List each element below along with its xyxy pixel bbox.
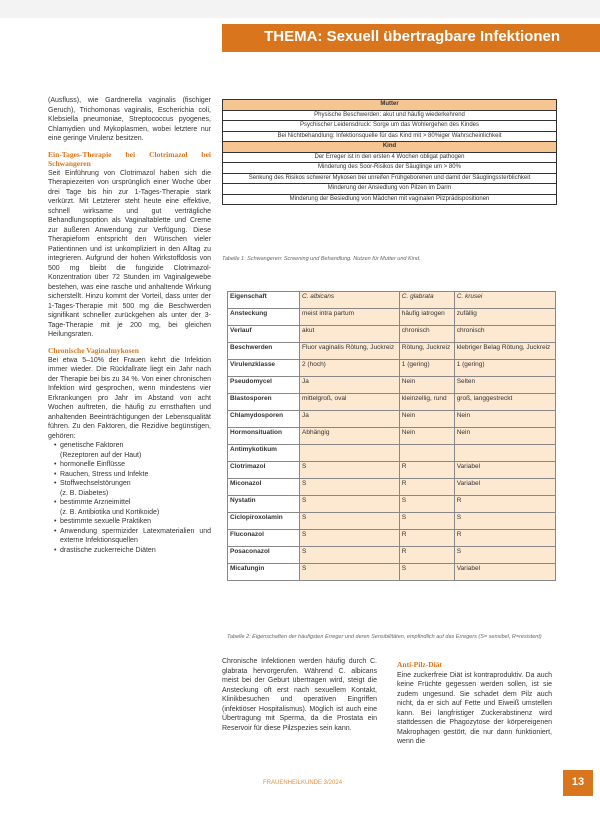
table1-cell: Minderung der Ansiedlung von Pilzen im Darm [223,184,557,195]
table2-cell: Fluconazol [228,530,300,547]
table2-cell: Variabel [454,462,555,479]
table2-cell: Nein [399,411,454,428]
table2-cell: Fluor vaginalis Rötung, Juckreiz [300,343,400,360]
table2-cell: Rötung, Juckreiz [399,343,454,360]
table2-cell: S [300,462,400,479]
section-heading-chronisch: Chronische Vaginalmykosen [48,345,139,355]
left-column [48,96,211,555]
table2-cell: R [399,462,454,479]
table2-cell: S [300,530,400,547]
risk-factor-text: Anwendung spermizider Latexmaterialien und externe Infektionsquellen [60,527,211,544]
table2-row [228,462,556,479]
risk-factor-note: (z. B. Antibiotika und Kortikoide) [60,508,160,516]
anti-pilz-heading: Anti-Pilz-Diät [397,660,442,669]
table2-cell [300,445,400,462]
table2-cell: Nein [454,411,555,428]
table2-cell: R [454,530,555,547]
table1-row [223,163,557,174]
table2-header-cell: C. glabrata [399,292,454,309]
table2-cell: Hormonsituation [228,428,300,445]
table1-row [223,100,557,111]
table2-cell: 1 (gering) [454,360,555,377]
risk-factor-text: bestimmte Arzneimittel [60,499,131,506]
table2-cell: Nein [399,377,454,394]
bottom-right-column [397,660,552,747]
left-para-3: Bei etwa 5–10% der Frauen kehrt die Infektion immer wieder. Die Rückfallrate liegt ein Jahr nach der Therapie bei bis zu 34 %. Von einer chronischen Infektion wird gesprochen, wenn mindestens vier Erkrankungen pro Jahr im Abstand von acht Wochen auftreten, die häufig zu ernsthaften und anhaltenden Beeinträchtigungen der Lebensqualität führen. Zu den Faktoren, die Rezidive begünstigen, gehören: [48,356,211,440]
table2-cell: S [399,496,454,513]
table2-row [228,547,556,564]
risk-factor-item [54,517,211,527]
table2-row [228,496,556,513]
table2-cell: groß, langgestreckt [454,394,555,411]
table2-cell: zufällig [454,309,555,326]
table2-cell: mittelgroß, oval [300,394,400,411]
table2-row [228,377,556,394]
risk-factor-text: bestimmte sexuelle Praktiken [60,518,152,525]
table2-cell: akut [300,326,400,343]
table1-row [223,152,557,163]
table2-cell: Verlauf [228,326,300,343]
table2-cell: häufig iatrogen [399,309,454,326]
table2-cell [399,445,454,462]
table2-cell: Ja [300,411,400,428]
table1-row [223,173,557,184]
risk-factor-item [54,527,211,546]
table2-cell: S [300,564,400,581]
top-strip [0,0,600,18]
table2-cell: Blastosporen [228,394,300,411]
risk-factor-item [54,441,211,460]
table2-cell: meist intra partum [300,309,400,326]
table1-cell: Bei Nichtbehandlung: Infektionsquelle für das Kind mit > 80%iger Wahrscheinlichkeit [223,131,557,142]
table2-cell: S [399,513,454,530]
section-heading-eintages: Ein-Tages-Therapie bei Clotrimazol bei Schwangeren [48,149,211,168]
table2-cell: S [300,513,400,530]
table2-row [228,479,556,496]
table2-cell: Variabel [454,564,555,581]
table2-header-cell: C. albicans [300,292,400,309]
table1-row [223,194,557,205]
left-para-2: Seit Einführung von Clotrimazol haben sich die Therapiezeiten von ursprünglich einer Woche über drei Tage bis hin zur 1-Tages-Therapie stark verkürzt. Mit Letzterer steht heute eine effektive, schnell wirksame und gut verträgliche Behandlungsoption als Vaginaltablette und Creme zur äußeren Anwendung zur Verfügung. Diese Therapieform entspricht den Wünschen vieler Patientinnen und ist unkompliziert in den Alltag zu integrieren. Aufgrund der hohen Wirkstoffdosis von 500 mg bleibt die fungizide Clotrimazol-Konzentration über 72 Stunden im Vaginalgewebe bestehen, was eine rasche und anhaltende Wirkung sicherstellt. Hinzu kommt der Vorteil, dass unter der 1-Tages-Therapie mit 500 mg die Beschwerden signifikant schneller zurückgehen als unter der 3-Tage-Therapie mit je 200 mg, bei gleichen Heilungsraten. [48,169,211,338]
table2-cell: Nein [454,428,555,445]
table2-row [228,309,556,326]
table2-row [228,360,556,377]
table2-caption: Tabelle 2: Eigenschaften der häufigsten Erreger und deren Sensibilitäten, empfindlich auf das Erregers (S= sensibel, R=resistent) [227,634,542,640]
table2-cell: S [399,564,454,581]
table2-cell: S [454,513,555,530]
table1-header-mutter: Mutter [223,100,557,111]
table2-cell: kleinzellig, rund [399,394,454,411]
left-para-1: (Ausfluss), wie Gardnerella vaginalis (fischiger Geruch), Trichomonas vaginalis, Escherichia coli, Klebsiella pneumoniae, Streptococcus pyogenes, Chlamydien und Mykoplasmen, wobei letztere nur eine geringe Virulenz besitzen. [48,97,211,142]
table2-cell: Chlamydosporen [228,411,300,428]
table1-cell: Physische Beschwerden: akut und häufig wiederkehrend [223,110,557,121]
table2-row [228,326,556,343]
table2-cell: R [399,479,454,496]
table1-cell: Der Erreger ist in den ersten 4 Wochen obligat pathogen [223,152,557,163]
risk-factor-text: hormonelle Einflüsse [60,461,125,468]
table1-cell: Psychischer Leidensdruck: Sorge um das Wohlergehen des Kindes [223,121,557,132]
table2-row [228,513,556,530]
table2-cell: R [454,496,555,513]
table2-row [228,428,556,445]
table2-cell: R [399,530,454,547]
risk-factor-text: Stoffwechselstörungen [60,480,131,487]
table2-cell: Variabel [454,479,555,496]
table2-cell: Ja [300,377,400,394]
anti-pilz-text: Eine zuckerfreie Diät ist kontraproduktiv. Da auch keine Früchte gegessen werden sollen, ist sie zudem ungesund. Sie schadet dem Pilz auch nicht, da er sich auf Fette und Eiweiß umstellen kann. Bei langfristiger Zuckerabstinenz wird stattdessen die Phagozytose der körpereigenen Makrophagen gestört, die nur dann funktioniert, wenn die [397,671,552,745]
table2-cell: chronisch [454,326,555,343]
table2-cell: Pseudomycel [228,377,300,394]
table2-row [228,394,556,411]
table2-cell: R [399,547,454,564]
table1-cell: Minderung der Besiedlung von Mädchen mit vaginalen Pilzprädispositionen [223,194,557,205]
table2-cell: Posaconazol [228,547,300,564]
table2-cell: Clotrimazol [228,462,300,479]
table1-cell: Senkung des Risikos schwerer Mykosen bei unreifen Frühgeborenen und damit der Säuglingssterblichkeit [223,173,557,184]
table-mutter-kind [222,99,557,205]
table2-cell: S [454,547,555,564]
risk-factor-list [48,441,211,555]
risk-factor-text: Rauchen, Stress und Infekte [60,470,149,478]
table1-cell: Minderung des Soor-Risikos der Säuglinge um > 80% [223,163,557,174]
table2-cell [454,445,555,462]
table2-header-cell: Eigenschaft [228,292,300,309]
table2-cell: Ansteckung [228,309,300,326]
table1-row [223,121,557,132]
table2-header-row [228,292,556,309]
table2-header-cell: C. krusei [454,292,555,309]
table2-cell: 1 (gering) [399,360,454,377]
table1-row [223,142,557,153]
table2-cell: 2 (hoch) [300,360,400,377]
risk-factor-item [54,460,211,470]
table2-cell: S [300,479,400,496]
table2-cell: Antimykotikum [228,445,300,462]
risk-factor-text: drastische zuckerreiche Diäten [60,546,156,554]
table2-row [228,530,556,547]
footer-journal: FRAUENHEILKUNDE 3/2024 [263,780,343,786]
table2-cell: S [300,496,400,513]
table2-row [228,411,556,428]
table2-cell: Nystatin [228,496,300,513]
table2-row [228,445,556,462]
table1-row [223,131,557,142]
table-erreger [227,291,556,581]
risk-factor-item [54,470,211,480]
risk-factor-note: (z. B. Diabetes) [60,489,109,497]
table2-cell: Selten [454,377,555,394]
table2-cell: Micafungin [228,564,300,581]
risk-factor-item [54,546,211,556]
table1-header-kind: Kind [223,142,557,153]
table1-row [223,110,557,121]
theme-banner [222,24,600,52]
bottom-mid-column [222,657,377,733]
table1-row [223,184,557,195]
table2-cell: Nein [399,428,454,445]
risk-factor-text: genetische Faktoren [60,442,124,449]
table2-cell: chronisch [399,326,454,343]
page-number-box [563,770,593,796]
table2-row [228,343,556,360]
table2-row [228,564,556,581]
page-number: 13 [571,776,585,788]
table2-cell: Ciclopiroxolamin [228,513,300,530]
risk-factor-item [54,479,211,498]
table2-cell: S [300,547,400,564]
risk-factor-item [54,498,211,517]
table2-cell: Beschwerden [228,343,300,360]
table1-caption: Tabelle 1: Schwangeren: Screening und Behandlung. Nutzen für Mutter und Kind. [222,256,421,262]
table2-cell: klebriger Belag Rötung, Juckreiz [454,343,555,360]
banner-title: THEMA: Sexuell übertragbare Infektionen [264,28,560,45]
risk-factor-note: (Rezeptoren auf der Haut) [60,451,142,459]
table2-cell: Virulenzklasse [228,360,300,377]
bottom-mid-text: Chronische Infektionen werden häufig durch C. glabrata hervorgerufen. Während C. albicans meist bei der Geburt übertragen wird, steigt die Ansteckung oft erst nach sexuellem Kontakt, Klinikbesuchen und operativen Eingriffen (infektiöser Hospitalismus). Möglich ist auch eine Übertragung mit Sperma, da die Prostata ein Reservoir für diese Pilzspezies sein kann. [222,658,377,732]
table2-cell: Miconazol [228,479,300,496]
table2-cell: Abhängig [300,428,400,445]
